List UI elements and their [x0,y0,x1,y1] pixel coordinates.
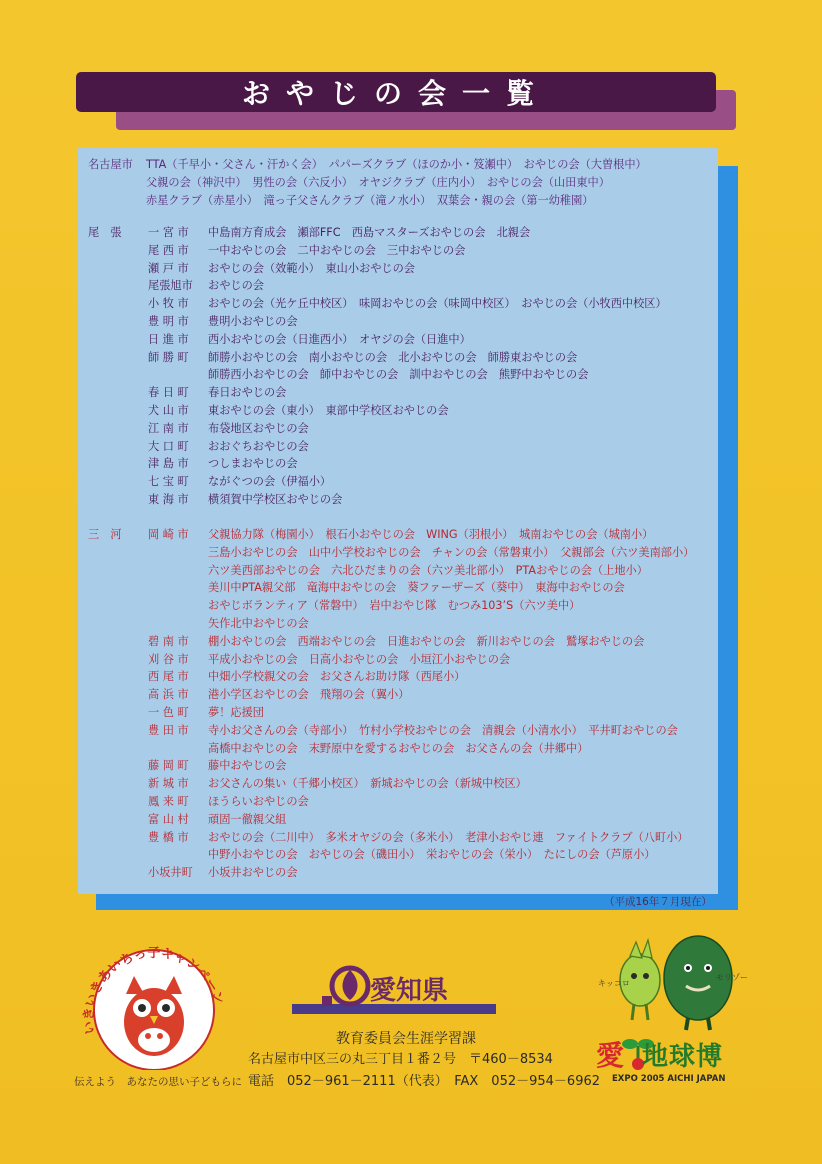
group-entries: 藤中おやじの会 [208,759,287,773]
title-banner [76,72,716,112]
group-entries: 平成小おやじの会 日高小おやじの会 小垣江小おやじの会 [208,652,511,666]
city-name: 尾張旭市 [148,279,193,293]
city-name: 小 牧 市 [148,297,189,311]
group-entries: お父さんの集い（千郷小校区） 新城おやじの会（新城中校区） [208,777,527,791]
group-entries: おやじの会 [208,279,264,293]
city-name: 西 尾 市 [148,670,189,684]
list-panel [78,148,718,894]
group-entries: 小坂井おやじの会 [208,866,298,880]
contact-numbers: 電話 052－961－2111（代表） FAX 052－954－6962 [248,1074,601,1089]
group-entries: TTA（千早小・父さん・汗かく会） パパーズクラブ（ほのか小・笈瀬中） おやじの会（大曽根中） [146,158,647,171]
city-name: 鳳 来 町 [148,795,189,808]
date-note: （平成16年７月現在） [604,896,712,908]
group-entries: 春日おやじの会 [208,386,287,400]
campaign-arc-text: いきいきあいちっ子キャンペーン [81,945,227,1036]
expo-subtitle: EXPO 2005 AICHI JAPAN [612,1074,726,1084]
group-entries: おやじの会（二川中） 多米オヤジの会（多米小） 老津小おやじ連 ファイトクラブ（八町小） [208,830,689,844]
page-title: おやじの会一覧 [241,77,550,110]
group-entries: 師勝西小おやじの会 師中おやじの会 訓中おやじの会 熊野中おやじの会 [208,368,589,382]
group-entries: おやじボランティア（常磐中） 岩中おやじ隊 むつみ103’S（六ツ美中） [208,599,581,613]
group-entries: 中野小おやじの会 おやじの会（磯田小） 栄おやじの会（栄小） たにしの会（芦原小） [208,848,656,862]
group-entries: 美川中PTA親父部 竜海中おやじの会 葵ファーザーズ（葵中） 東海中おやじの会 [208,581,625,595]
city-name: 七 宝 町 [148,475,189,489]
city-name: 碧 南 市 [148,634,189,648]
group-entries: 高橋中おやじの会 末野原中を愛するおやじの会 お父さんの会（井郷中） [208,741,589,755]
city-name: 刈 谷 市 [148,652,189,666]
city-name: 新 城 市 [148,777,189,791]
city-name: 春 日 町 [148,386,189,400]
city-name: 日 進 市 [148,332,189,346]
expo-title: 地球博 [642,1042,724,1072]
city-name: 豊 明 市 [148,315,189,328]
group-entries: 赤星クラブ（赤星小） 滝っ子父さんクラブ（滝ノ水小） 双葉会・親の会（第一幼稚園） [146,193,594,207]
group-entries: 布袋地区おやじの会 [208,421,309,435]
city-name: 小坂井町 [148,866,193,880]
city-name: 津 島 市 [148,457,189,471]
group-entries: 三島小おやじの会 山中小学校おやじの会 チャンの会（常磐東小） 父親部会（六ツ美南部小） [208,545,695,559]
group-entries: 一中おやじの会 二中おやじの会 三中おやじの会 [208,243,466,257]
address: 名古屋市中区三の丸三丁目１番２号 〒460－8534 [248,1052,553,1067]
campaign-logo [74,940,234,1070]
city-name: 東 海 市 [148,493,189,506]
city-name: 師 勝 町 [148,350,189,364]
pref-emblem-icon [332,968,368,1004]
city-name: 豊 田 市 [148,723,189,737]
city-name: 一 宮 市 [148,226,189,239]
region-label: 尾 張 [88,226,122,239]
city-name: 富 山 村 [148,812,189,826]
city-name: 犬 山 市 [148,404,189,417]
group-entries: 横須賀中学校区おやじの会 [208,493,343,506]
city-name: 岡 崎 市 [148,528,189,541]
group-entries: おおぐちおやじの会 [208,439,309,453]
group-entries: 六ツ美西部おやじの会 六北ひだまりの会（六ツ美北部小） PTAおやじの会（上地小） [208,563,648,577]
group-entries: 矢作北中おやじの会 [208,617,309,630]
group-entries: 港小学区おやじの会 飛翔の会（翼小） [208,688,410,702]
group-entries: 棚小おやじの会 西端おやじの会 日進おやじの会 新川おやじの会 鷲塚おやじの会 [208,634,645,648]
group-entries: ながぐつの会（伊福小） [208,475,332,489]
group-entries: 寺小お父さんの会（寺部小） 竹村小学校おやじの会 清親会（小清水小） 平井町おやじの会 [208,723,678,737]
group-entries: 頑固一徹親父組 [208,812,287,826]
group-entries: 中畑小学校親父の会 お父さんお助け隊（西尾小） [208,670,466,684]
group-entries: 師勝小おやじの会 南小おやじの会 北小おやじの会 師勝東おやじの会 [208,350,578,364]
campaign-caption: 伝えよう あなたの思い子どもらに [74,1076,242,1088]
city-name: 豊 橋 市 [148,830,189,844]
city-name: 江 南 市 [148,421,189,435]
group-entries: つしまおやじの会 [208,457,298,471]
group-entries: 父親の会（神沢中） 男性の会（六反小） オヤジクラブ（庄内小） おやじの会（山田東中） [146,175,610,189]
kiccoro-label: キッコロ [598,979,630,988]
morizo-label: モリゾー [716,973,748,982]
department-name: 教育委員会生涯学習課 [336,1031,476,1047]
city-name: 藤 岡 町 [148,759,189,773]
group-entries: 父親協力隊（梅園小） 根石小おやじの会 WING（羽根小） 城南おやじの会（城南小） [208,528,654,541]
group-entries: 東おやじの会（東小） 東部中学校区おやじの会 [208,404,449,417]
group-entries: 西小おやじの会（日進西小） オヤジの会（日進中） [208,332,471,346]
group-entries: 豊明小おやじの会 [208,315,298,328]
group-entries: 中島南方育成会 瀬部FFC 西島マスターズおやじの会 北親会 [208,226,531,239]
owl-icon [124,976,184,1056]
morizo-icon [664,936,732,1030]
group-entries: おやじの会（效範小） 東山小おやじの会 [208,261,415,275]
city-name: 高 浜 市 [148,688,189,702]
region-label: 三 河 [88,528,122,541]
expo-ai-mark: 愛 [596,1039,625,1072]
group-entries: おやじの会（光ケ丘中校区） 味岡おやじの会（味岡中校区） おやじの会（小牧西中校区） [208,297,667,311]
group-entries: ほうらいおやじの会 [208,795,309,808]
city-name: 瀬 戸 市 [148,261,189,275]
city-name: 尾 西 市 [148,243,189,257]
city-name: 大 口 町 [148,439,189,453]
pref-name: 愛知県 [370,976,449,1006]
group-entries: 夢！応援団 [208,706,264,719]
region-label: 名古屋市 [88,158,133,171]
city-name: 一 色 町 [148,706,189,719]
